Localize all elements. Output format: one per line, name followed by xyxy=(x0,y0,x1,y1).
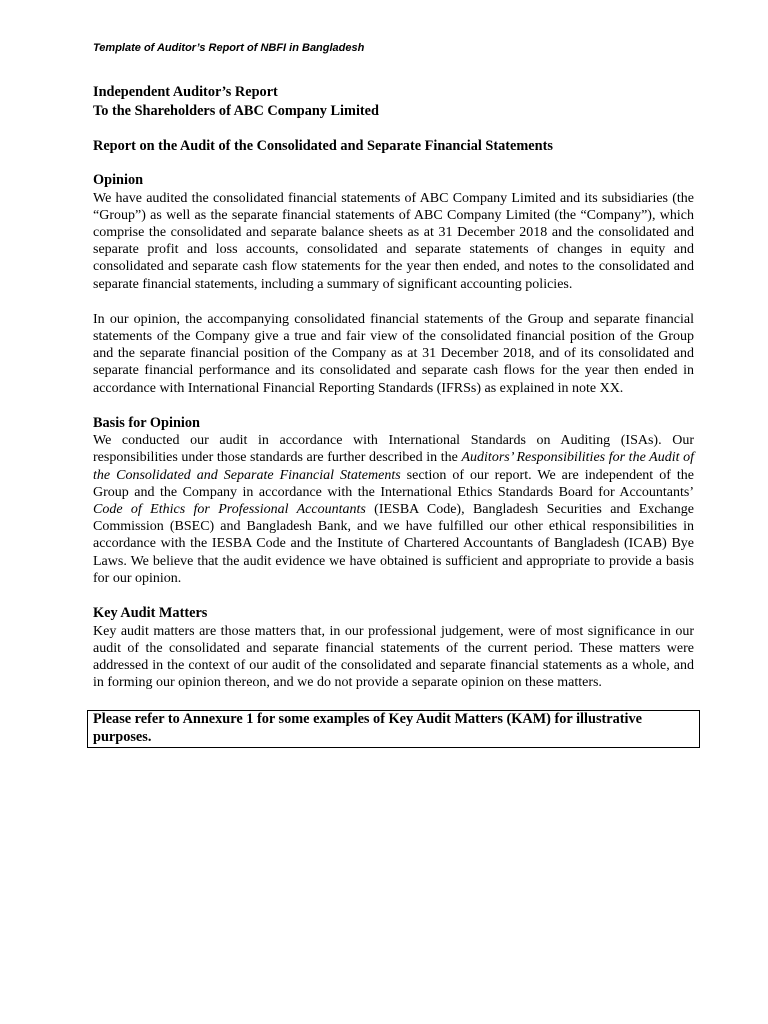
kam-paragraph: Key audit matters are those matters that, in our professional judgement, were of most significance in our audit of the consolidated and separate financial statements of the current period. These matters were addressed in the context of our audit of the consolidated and separate financial statements as a whole, and in forming our opinion thereon, and we do not provide a separate opinion on these matters. xyxy=(93,623,694,691)
basis-text-2: section of our report. We are independent of the Group and the Company in accordance with the International Ethics Standards Board for Accountants’ xyxy=(93,467,694,500)
basis-text-1: We conducted our audit in accordance with International Standards on Auditing (ISAs). Our responsibilities under those standards are further described in the xyxy=(93,433,694,466)
kam-heading: Key Audit Matters xyxy=(93,605,208,622)
report-title: Independent Auditor’s Report xyxy=(93,84,278,100)
basis-text-3: (IESBA Code), Bangladesh Securities and Exchange Commission (BSEC) and Bangladesh Bank, and we have fulfilled our other ethical responsibilities in accordance with the IESBA Code and the Institute of Chartered Accountants of Bangladesh (ICAB) Bye Laws. We believe that the audit evidence we have obtained is sufficient and appropriate to provide a basis for our opinion. xyxy=(93,502,694,586)
opinion-paragraph-2: In our opinion, the accompanying consolidated financial statements of the Group and separate financial statements of the Company give a true and fair view of the consolidated financial position of the Group and the separate financial position of the Company as at 31 December 2018, and of its consolidated and separate financial performance and its consolidated and separate cash flows for the year then ended in accordance with International Financial Reporting Standards (IFRSs) as explained in note XX. xyxy=(93,311,694,396)
annexure-notice-box: Please refer to Annexure 1 for some examples of Key Audit Matters (KAM) for illustrative purposes. xyxy=(87,710,700,748)
basis-italic-code-of-ethics: Code of Ethics for Professional Accountants xyxy=(93,502,366,518)
document-body xyxy=(93,83,694,748)
basis-heading: Basis for Opinion xyxy=(93,414,200,431)
basis-italic-auditors-responsibilities: Auditors’ Responsibilities for the Audit of the Consolidated and Separate Financial Statements xyxy=(93,450,694,483)
opinion-paragraph-1: We have audited the consolidated financial statements of ABC Company Limited and its subsidiaries (the “Group”) as well as the separate financial statements of ABC Company Limited (the “Company”), which comprise the consolidated and separate balance sheets as at 31 December 2018 and the consolidated and separate profit and loss accounts, consolidated and separate statements of changes in equity and consolidated and separate cash flow statements for the year then ended, and notes to the consolidated and separate financial statements, including a summary of significant accounting policies. xyxy=(93,190,694,292)
basis-paragraph xyxy=(93,432,694,587)
report-subtitle: Report on the Audit of the Consolidated and Separate Financial Statements xyxy=(93,138,553,154)
running-header: Template of Auditor’s Report of NBFI in Bangladesh xyxy=(93,42,365,54)
report-addressee: To the Shareholders of ABC Company Limited xyxy=(93,103,379,119)
opinion-heading: Opinion xyxy=(93,172,144,188)
